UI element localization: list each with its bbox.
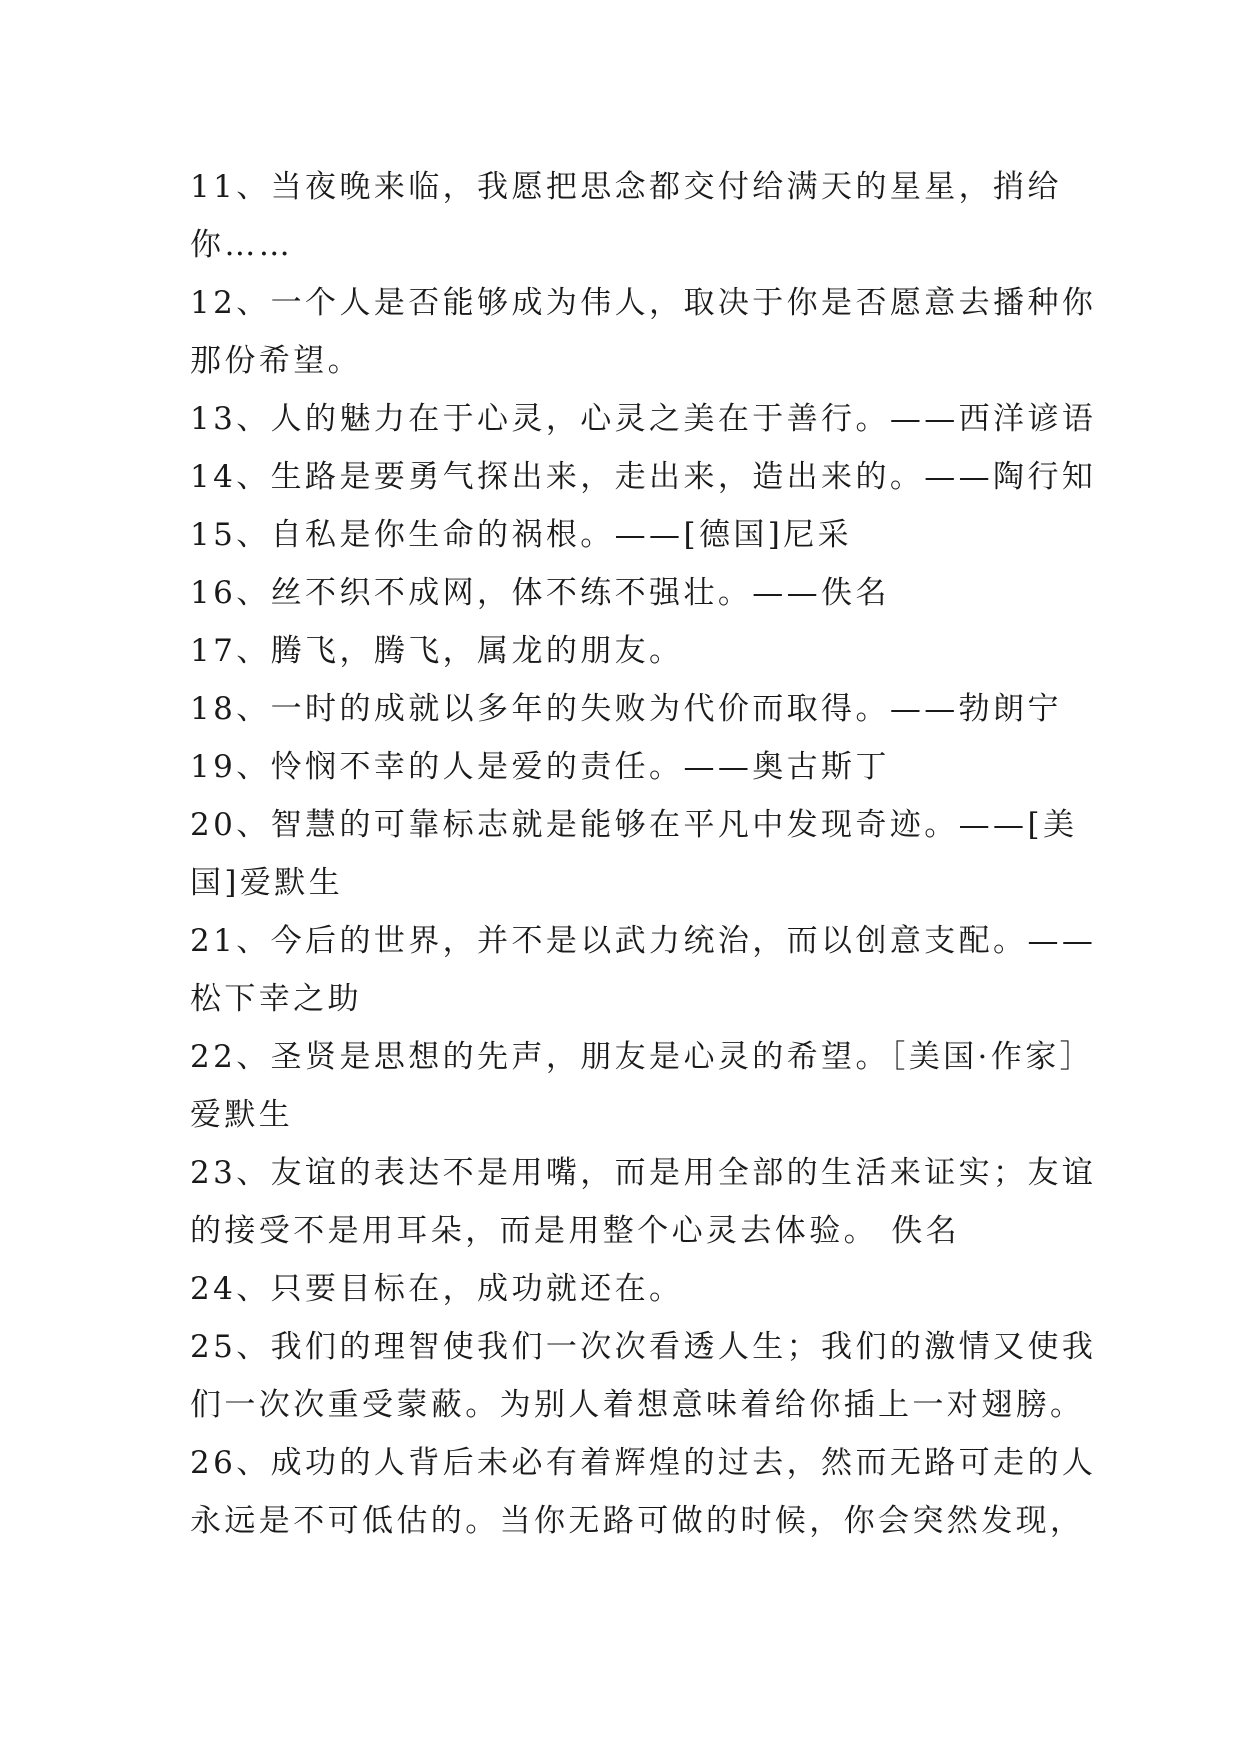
- text-line: 18、一时的成就以多年的失败为代价而取得。——勃朗宁: [190, 691, 1062, 727]
- text-line: 们一次次重受蒙蔽。为别人着想意味着给你插上一对翅膀。: [190, 1387, 1085, 1423]
- text-line: 22、圣贤是思想的先声，朋友是心灵的希望。［美国·作家］: [190, 1039, 1094, 1075]
- text-line: 24、只要目标在，成功就还在。: [190, 1271, 684, 1307]
- text-line: 13、人的魅力在于心灵，心灵之美在于善行。——西洋谚语: [190, 401, 1097, 437]
- text-line: 14、生路是要勇气探出来，走出来，造出来的。——陶行知: [190, 459, 1097, 495]
- text-line: 21、今后的世界，并不是以武力统治，而以创意支配。——: [190, 923, 1097, 959]
- text-line: 11、当夜晚来临，我愿把思念都交付给满天的星星，捎给: [190, 169, 1062, 205]
- text-line: 17、腾飞，腾飞，属龙的朋友。: [190, 633, 684, 669]
- text-line: 16、丝不织不成网，体不练不强壮。——佚名: [190, 575, 890, 611]
- text-line: 那份希望。: [190, 343, 362, 379]
- text-line: 的接受不是用耳朵，而是用整个心灵去体验。 佚名: [190, 1213, 961, 1249]
- text-line: 你……: [190, 227, 294, 263]
- text-line: 松下幸之助: [190, 981, 362, 1017]
- text-line: 19、怜悯不幸的人是爱的责任。——奥古斯丁: [190, 749, 890, 785]
- text-line: 国]爱默生: [190, 865, 344, 901]
- text-line: 12、一个人是否能够成为伟人，取决于你是否愿意去播种你: [190, 285, 1097, 321]
- text-line: 26、成功的人背后未必有着辉煌的过去，然而无路可走的人: [190, 1445, 1097, 1481]
- text-line: 25、我们的理智使我们一次次看透人生；我们的激情又使我: [190, 1329, 1097, 1365]
- text-line: 20、智慧的可靠标志就是能够在平凡中发现奇迹。——[美: [190, 807, 1078, 843]
- text-line: 23、友谊的表达不是用嘴，而是用全部的生活来证实；友谊: [190, 1155, 1097, 1191]
- text-line: 爱默生: [190, 1097, 294, 1133]
- text-line: 15、自私是你生命的祸根。——[德国]尼采: [190, 517, 853, 553]
- text-line: 永远是不可低估的。当你无路可做的时候，你会突然发现，: [190, 1503, 1085, 1539]
- document-body: [190, 158, 1097, 1550]
